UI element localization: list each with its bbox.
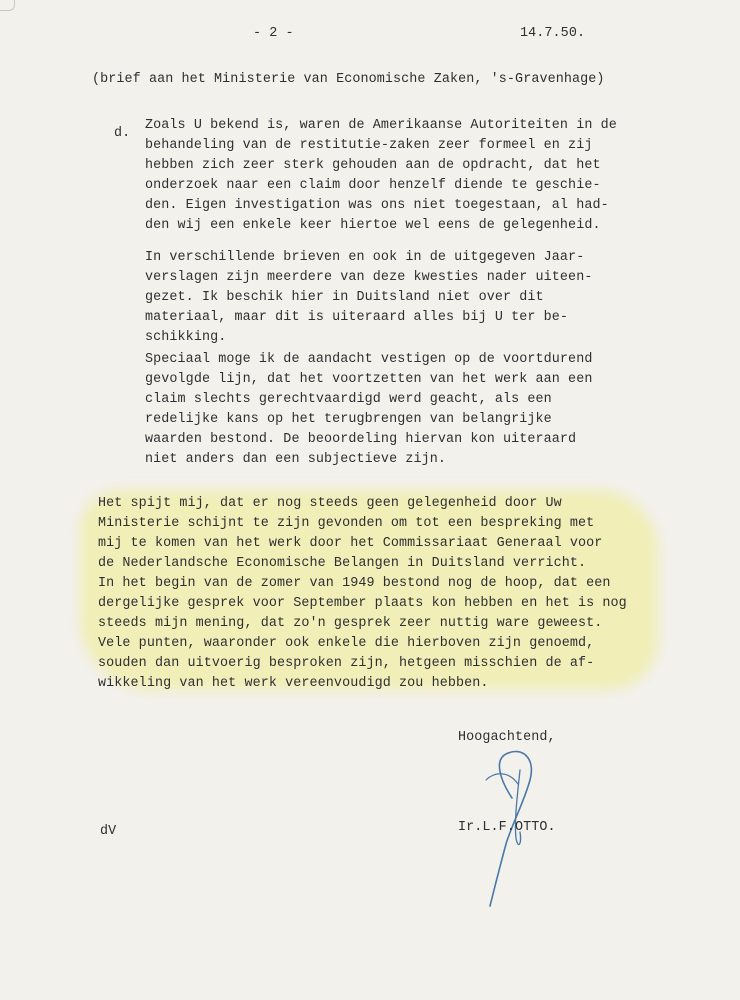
page-number: - 2 - [253, 26, 294, 41]
text-line: onderzoek naar een claim door henzelf diende te geschie- [145, 178, 601, 193]
text-line: Het spijt mij, dat er nog steeds geen gelegenheid door Uw [98, 496, 562, 511]
text-line: gevolgde lijn, dat het voortzetten van het werk aan een [145, 372, 593, 387]
text-line: redelijke kans op het terugbrengen van belangrijke [145, 412, 552, 427]
text-line: Vele punten, waaronder ook enkele die hierboven zijn genoemd, [98, 636, 595, 651]
typist-initials: dV [100, 824, 117, 839]
main-paragraph [98, 494, 627, 694]
text-line: verslagen zijn meerdere van deze kwesties nader uiteen- [145, 270, 593, 285]
text-line: schikking. [145, 330, 227, 345]
text-line: waarden bestond. De beoordeling hiervan kon uiteraard [145, 432, 577, 447]
text-line: de Nederlandsche Economische Belangen in Duitsland verricht. [98, 556, 587, 571]
text-line: In verschillende brieven en ook in de uitgegeven Jaar- [145, 250, 585, 265]
text-line: Zoals U bekend is, waren de Amerikaanse Autoriteiten in de [145, 118, 617, 133]
text-line: behandeling van de restitutie-zaken zeer formeel en zij [145, 138, 593, 153]
letter-subject: (brief aan het Ministerie van Economische Zaken, 's-Gravenhage) [92, 72, 605, 87]
text-line: In het begin van de zomer van 1949 bestond nog de hoop, dat een [98, 576, 611, 591]
text-line: den wij een enkele keer hiertoe wel eens de gelegenheid. [145, 218, 601, 233]
text-line: claim slechts gerechtvaardigd werd geacht, als een [145, 392, 552, 407]
text-line: niet anders dan een subjectieve zijn. [145, 452, 447, 467]
closing-salutation: Hoogachtend, [458, 730, 556, 745]
text-line: Ministerie schijnt te zijn gevonden om tot een bespreking met [98, 516, 595, 531]
page-corner-mark [0, 0, 15, 11]
letter-date: 14.7.50. [520, 26, 586, 41]
item-d-label: d. [114, 126, 131, 141]
text-line: steeds mijn mening, dat zo'n gesprek zeer nuttig ware geweest. [98, 616, 603, 631]
item-d-paragraph-3 [145, 350, 592, 470]
item-d-paragraph-1 [145, 116, 617, 236]
text-line: den. Eigen investigation was ons niet toegestaan, al had- [145, 198, 609, 213]
text-line: materiaal, maar dit is uiteraard alles bij U ter be- [145, 310, 569, 325]
item-d-paragraph-2 [145, 248, 592, 348]
text-line: gezet. Ik beschik hier in Duitsland niet over dit [145, 290, 544, 305]
text-line: mij te komen van het werk door het Commissariaat Generaal voor [98, 536, 603, 551]
text-line: Speciaal moge ik de aandacht vestigen op de voortdurend [145, 352, 593, 367]
signatory-name: Ir.L.F.OTTO. [458, 820, 556, 835]
text-line: souden dan uitvoerig besproken zijn, hetgeen misschien de af- [98, 656, 595, 671]
text-line: wikkeling van het werk vereenvoudigd zou hebben. [98, 676, 489, 691]
text-line: hebben zich zeer sterk gehouden aan de opdracht, dat het [145, 158, 601, 173]
text-line: dergelijke gesprek voor September plaats kon hebben en het is nog [98, 596, 627, 611]
